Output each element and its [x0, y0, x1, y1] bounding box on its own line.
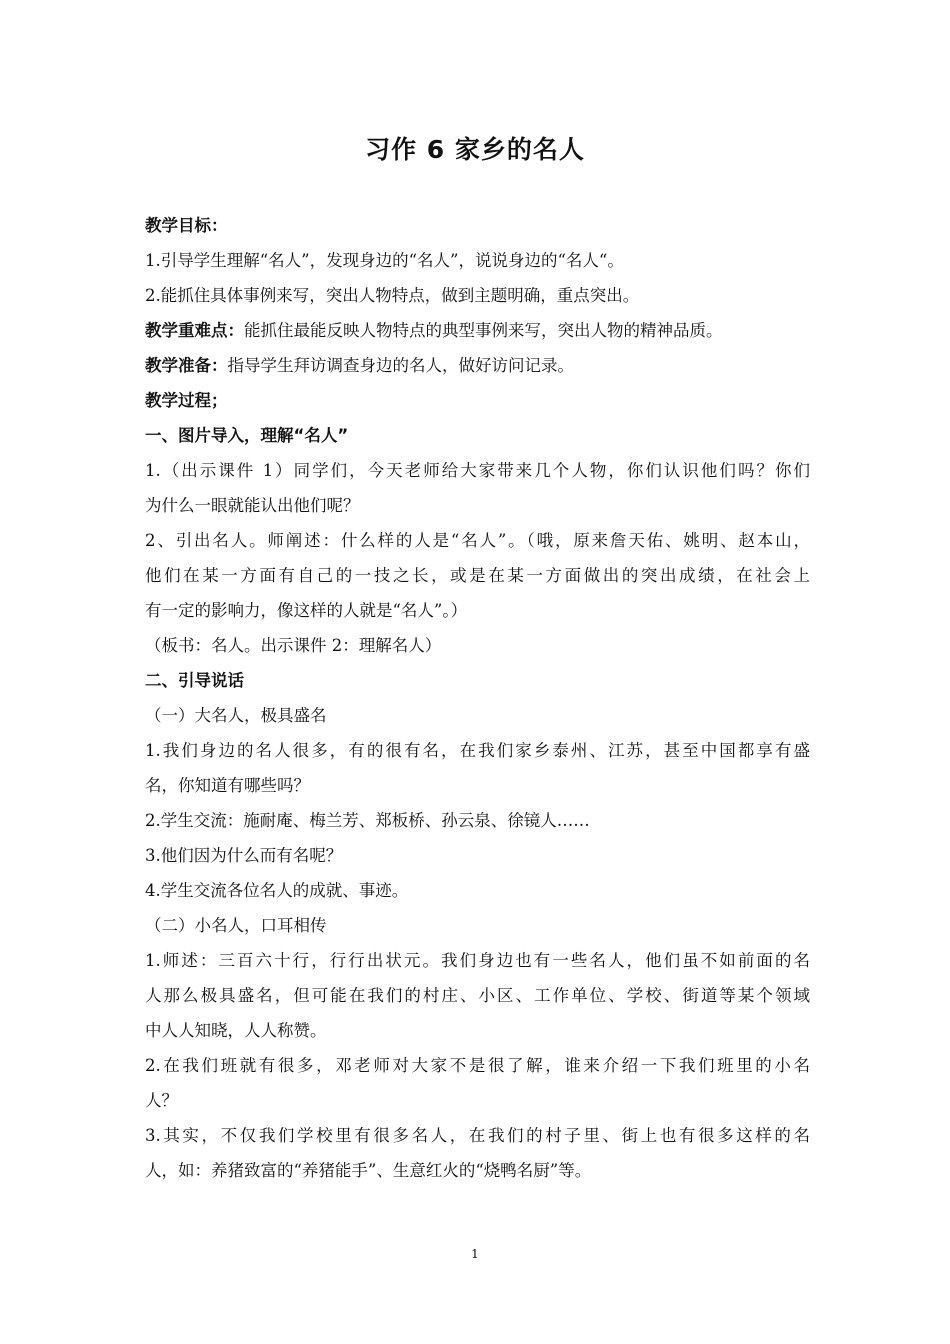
- key-points-label: 教学重难点：: [145, 321, 244, 340]
- subsection-1-heading: （一）大名人，极具盛名: [145, 706, 327, 725]
- preparation-paragraph: [145, 348, 810, 383]
- paragraph-line: 1.我们身边的名人很多，有的很有名，在我们家乡泰州、江苏，甚至中国都享有盛: [145, 741, 810, 760]
- paragraph-line: 为什么一眼就能认出他们呢？: [145, 496, 360, 515]
- paragraph-line: 3.他们因为什么而有名呢？: [145, 846, 343, 865]
- preparation-label: 教学准备：: [145, 356, 228, 375]
- document-title: 习作 6 家乡的名人: [365, 135, 585, 164]
- paragraph-line: 4.学生交流各位名人的成就、事迹。: [145, 881, 409, 900]
- paragraph-line: 有一定的影响力，像这样的人就是“名人”。）: [145, 601, 468, 620]
- paragraph-line: 他们在某一方面有自己的一技之长，或是在某一方面做出的突出成绩，在社会上: [145, 566, 810, 585]
- paragraph-line: 名，你知道有哪些吗？: [145, 776, 310, 795]
- subsection-2-heading: （二）小名人，口耳相传: [145, 916, 327, 935]
- paragraph-line: 2、引出名人。师阐述：什么样的人是“名人”。（哦，原来詹天佑、姚明、赵本山，: [145, 531, 810, 550]
- paragraph-line: 人，如：养猪致富的“养猪能手”、生意红火的“烧鸭名厨”等。: [145, 1161, 592, 1180]
- page-number: 1: [471, 1247, 479, 1261]
- paragraph-line: 3.其实，不仅我们学校里有很多名人，在我们的村子里、街上也有很多这样的名: [145, 1126, 810, 1145]
- document-body: [145, 208, 810, 1188]
- paragraph-line: 1.师述：三百六十行，行行出状元。我们身边也有一些名人，他们虽不如前面的名: [145, 951, 810, 970]
- process-heading: 教学过程；: [145, 391, 228, 410]
- paragraph-line: 人那么极具盛名，但可能在我们的村庄、小区、工作单位、学校、街道等某个领域: [145, 986, 810, 1005]
- section-2-heading: 二、引导说话: [145, 671, 244, 690]
- paragraph-line: 人？: [145, 1091, 178, 1110]
- paragraph-line: 2.在我们班就有很多，邓老师对大家不是很了解，谁来介绍一下我们班里的小名: [145, 1056, 810, 1075]
- objective-2: 2.能抓住具体事例来写，突出人物特点，做到主题明确，重点突出。: [145, 286, 640, 305]
- key-points-text: 能抓住最能反映人物特点的典型事例来写，突出人物的精神品质。: [244, 321, 723, 340]
- key-points-paragraph: [145, 313, 810, 348]
- paragraph-line: 1.（出示课件 1）同学们，今天老师给大家带来几个人物，你们认识他们吗？你们: [145, 461, 810, 480]
- objectives-heading: 教学目标：: [145, 216, 228, 235]
- objective-1: 1.引导学生理解“名人”，发现身边的“名人”，说说身边的“名人“。: [145, 251, 624, 270]
- section-1-heading: 一、图片导入，理解“名人”: [145, 426, 349, 445]
- paragraph-line: 2.学生交流：施耐庵、梅兰芳、郑板桥、孙云泉、徐镜人……: [145, 811, 590, 830]
- paragraph-line: 中人人知晓，人人称赞。: [145, 1021, 327, 1040]
- paragraph-line: （板书：名人。出示课件 2：理解名人）: [145, 636, 442, 655]
- preparation-text: 指导学生拜访调查身边的名人，做好访问记录。: [227, 356, 574, 375]
